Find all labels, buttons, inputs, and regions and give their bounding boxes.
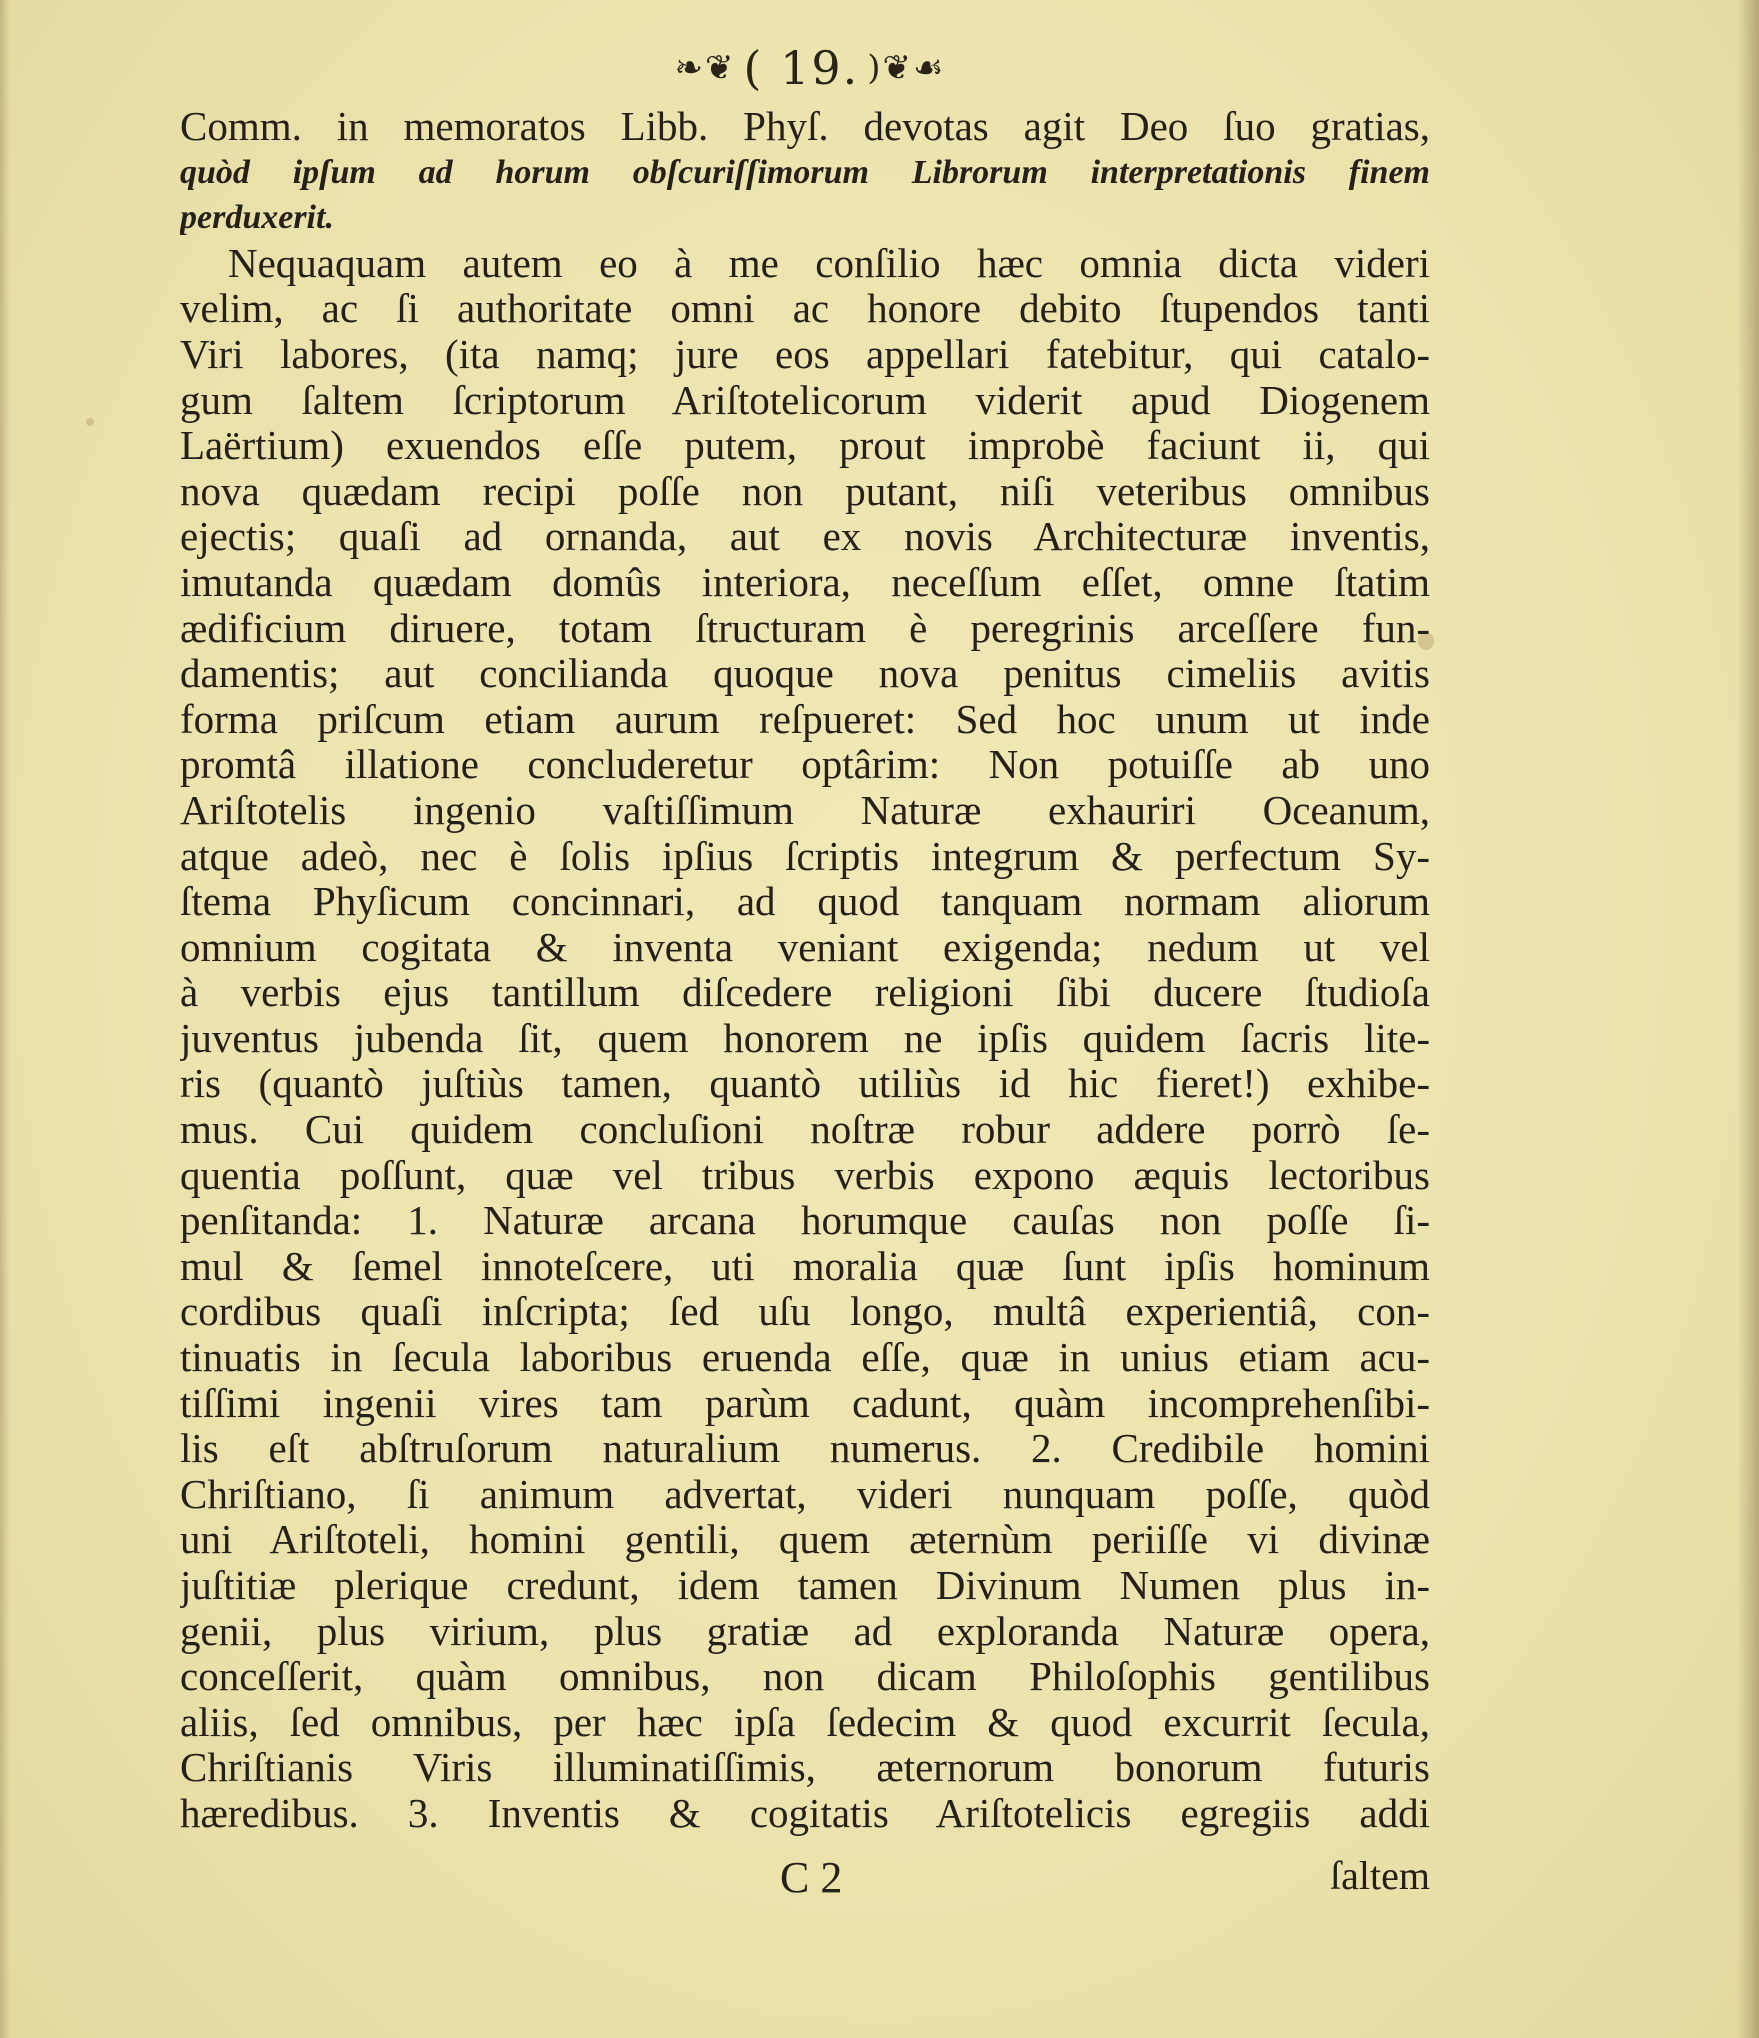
page-number: ( 19. (743, 41, 860, 95)
page-edge-shadow (1737, 0, 1759, 2038)
text-line: juſtitiæ plerique credunt, idem tamen Divinum Numen plus in- (180, 1563, 1430, 1608)
text-line: perduxerit. (180, 199, 334, 237)
text-line: imutanda quædam domûs interiora, neceſſum eſſet, omne ſtatim (180, 559, 1430, 605)
text-line: ſtema Phyſicum concinnari, ad quod tanquam normam aliorum (180, 879, 1430, 925)
text-line: conceſſerit, quàm omnibus, non dicam Philoſophis gentilibus (180, 1654, 1430, 1700)
text-line: omnium cogitata & inventa veniant exigenda; nedum ut vel (180, 924, 1430, 970)
text-line: à verbis ejus tantillum diſcedere religioni ſibi ducere ſtudioſa (180, 970, 1430, 1016)
text-line: velim, ac ſi authoritate omni ac honore debito ſtupendos tanti (180, 286, 1430, 332)
text-line: promtâ illatione concluderetur optârim: Non potuiſſe ab uno (180, 742, 1430, 788)
text-line: mus. Cui quidem concluſioni noſtræ robur addere porrò ſe- (180, 1107, 1430, 1153)
running-header (640, 42, 980, 94)
text-line: hæredibus. 3. Inventis & cogitatis Ariſtotelicis egregiis addi (180, 1790, 1430, 1836)
text-line: forma priſcum etiam aurum reſpueret: Sed hoc unum ut inde (180, 696, 1430, 742)
right-ornament-icon: )❦☙ (867, 48, 946, 88)
text-line: Viri labores, (ita namq; jure eos appellari fatebitur, qui catalo- (180, 331, 1430, 377)
text-line: lis eſt abſtruſorum naturalium numerus. 2. Credibile homini (180, 1426, 1430, 1472)
body-text (180, 104, 1430, 1837)
text-line: nova quædam recipi poſſe non putant, niſi veteribus omnibus (180, 468, 1430, 514)
text-line: genii, plus virium, plus gratiæ ad exploranda Naturæ opera, (180, 1608, 1430, 1654)
text-line: Nequaquam autem eo à me conſilio hæc omnia dicta videri (228, 240, 1430, 286)
text-line: tiſſimi ingenii vires tam parùm cadunt, quàm incomprehenſibi- (180, 1380, 1430, 1426)
text-line: Ariſtotelis ingenio vaſtiſſimum Naturæ exhauriri Oceanum, (180, 787, 1430, 833)
text-line: penſitanda: 1. Naturæ arcana horumque cauſas non poſſe ſi- (180, 1198, 1430, 1244)
page-gutter-shadow (0, 0, 10, 2038)
text-line: gum ſaltem ſcriptorum Ariſtotelicorum viderit apud Diogenem (180, 377, 1430, 423)
text-line: Chriſtianis Viris illuminatiſſimis, æternorum bonorum futuris (180, 1745, 1430, 1791)
text-line: mul & ſemel innoteſcere, uti moralia quæ ſunt ipſis hominum (180, 1243, 1430, 1289)
text-line: Laërtium) exuendos eſſe putem, prout improbè faciunt ii, qui (180, 423, 1430, 469)
text-line: Comm. in memoratos Libb. Phyſ. devotas agit Deo ſuo gratias, (180, 104, 1430, 149)
text-line: uni Ariſtoteli, homini gentili, quem æternùm periiſſe vi divinæ (180, 1517, 1430, 1563)
left-ornament-icon: ❧❦ (674, 48, 736, 88)
text-line: juventus jubenda ſit, quem honorem ne ipſis quidem ſacris lite- (180, 1015, 1430, 1061)
text-line: Chriſtiano, ſi animum advertat, videri nunquam poſſe, quòd (180, 1471, 1430, 1517)
text-line: damentis; aut concilianda quoque nova penitus cimeliis avitis (180, 651, 1430, 697)
text-line: quentia poſſunt, quæ vel tribus verbis expono æquis lectoribus (180, 1152, 1430, 1198)
catchword: ſaltem (1330, 1853, 1430, 1898)
page-footer (180, 1852, 1430, 1908)
text-line: ædificium diruere, totam ſtructuram è peregrinis arceſſere fun- (180, 605, 1430, 651)
text-line: quòd ipſum ad horum obſcuriſſimorum Librorum interpretationis finem (180, 153, 1430, 191)
text-line: aliis, ſed omnibus, per hæc ipſa ſedecim & quod excurrit ſecula, (180, 1699, 1430, 1745)
text-line: ris (quantò juſtiùs tamen, quantò utiliùs id hic fieret!) exhibe- (180, 1061, 1430, 1107)
text-line: atque adeò, nec è ſolis ipſius ſcriptis integrum & perfectum Sy- (180, 833, 1430, 879)
text-line: tinuatis in ſecula laboribus eruenda eſſe, quæ in unius etiam acu- (180, 1335, 1430, 1381)
text-line: cordibus quaſi inſcripta; ſed uſu longo, multâ experientiâ, con- (180, 1289, 1430, 1335)
text-line: ejectis; quaſi ad ornanda, aut ex novis Architecturæ inventis, (180, 514, 1430, 560)
paper-stain (86, 418, 94, 426)
signature-mark: C 2 (780, 1853, 843, 1902)
